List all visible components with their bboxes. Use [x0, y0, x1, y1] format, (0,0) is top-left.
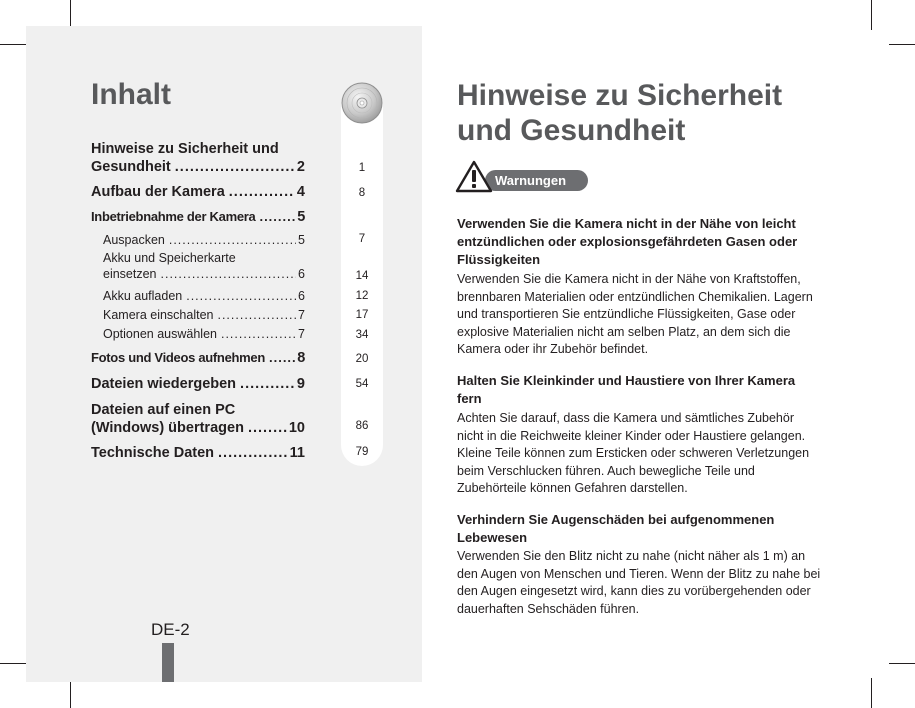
section-heading-flammable: Verwenden Sie die Kamera nicht in der Nähe von leicht entzündlichen oder explosionsgefährdeten Gasen oder Flüssigkeiten [457, 216, 798, 267]
toc-entry-line1: Hinweise zu Sicherheit und [91, 141, 279, 157]
toc-entry-label: Aufbau der Kamera [91, 184, 225, 200]
toc-entry-label: Gesundheit [91, 159, 171, 175]
toc-entry-page: 4 [296, 184, 305, 200]
section-body-eye-damage: Verwenden Sie den Blitz nicht zu nahe (nicht näher als 1 m) an den Augen von Menschen und Tieren. Wenn der Blitz zu nahe bei den Augen eingesetzt wird, kann dies zu vorübergehenden oder dauerhaften Sehschäden führen. [457, 549, 821, 616]
page-number-label: DE-2 [151, 620, 190, 639]
disc-page-number: 7 [358, 233, 366, 245]
toc-entry-page: 7 [298, 327, 305, 341]
crop-mark [0, 663, 26, 664]
toc-entry-camera-layout[interactable] [91, 183, 305, 201]
crop-mark [0, 44, 26, 45]
toc-entry-page: 5 [297, 209, 305, 225]
disc-page-number: 1 [358, 162, 366, 174]
disc-page-number: 12 [355, 290, 369, 302]
crop-mark [889, 663, 915, 664]
toc-entry-photos-videos[interactable] [91, 349, 305, 367]
disc-page-number: 8 [358, 187, 366, 199]
disc-page-number: 14 [355, 270, 369, 282]
toc-entry-label: (Windows) übertragen [91, 420, 244, 436]
toc-entry-charge-battery[interactable] [103, 288, 305, 304]
toc-entry-page: 6 [298, 267, 305, 281]
toc-entry-label: einsetzen [103, 267, 157, 281]
section-heading-eye-damage: Verhindern Sie Augenschäden bei aufgenommenen Lebewesen [457, 512, 775, 545]
section-body-children: Achten Sie darauf, dass die Kamera und sämtliches Zubehör nicht in die Reichweite kleiner Kinder oder Haustiere gelangen. Kleine Teile können zum Ersticken oder schweren Verletzungen beim Verschlucken führen. Auch bewegliche Teile und Zubehörteile können Gefahren darstellen. [457, 411, 810, 495]
toc-entry-label: Auspacken [103, 233, 165, 247]
toc-entry-safety[interactable] [91, 140, 305, 176]
disc-page-number: 20 [355, 353, 369, 365]
page-title: Hinweise zu Sicherheit und Gesundheit [457, 79, 783, 147]
disc-page-number: 34 [355, 329, 369, 341]
section-body-flammable: Verwenden Sie die Kamera nicht in der Nähe von Kraftstoffen, brennbaren Materialien oder entzündlichen Chemikalien. Lagern und transportieren Sie entzündliche Flüssigkeiten, Gase oder explosive Materialien nicht am selben Platz, an dem sich die Kamera oder ihr Zubehör befindet. [457, 272, 813, 356]
disc-page-number: 54 [355, 378, 369, 390]
toc-entry-label: Kamera einschalten [103, 308, 214, 322]
toc-entry-label: Optionen auswählen [103, 327, 217, 341]
toc-entry-line1: Akku und Speicherkarte [103, 251, 236, 265]
toc-entry-select-options[interactable] [103, 326, 305, 342]
toc-entry-specifications[interactable] [91, 444, 305, 462]
crop-mark [70, 678, 71, 708]
warning-label: Warnungen [485, 170, 588, 191]
toc-entry-label: Inbetriebnahme der Kamera [91, 209, 256, 224]
toc-entry-power-on[interactable] [103, 307, 305, 323]
toc-entry-page: 8 [297, 350, 305, 366]
page-tab-marker [162, 643, 174, 682]
crop-mark [889, 44, 915, 45]
toc-entry-label: Technische Daten [91, 445, 215, 461]
toc-entry-page: 9 [296, 376, 305, 392]
toc-entry-line1: Dateien auf einen PC [91, 402, 236, 418]
toc-entry-page: 7 [298, 308, 305, 322]
toc-entry-unpacking[interactable] [103, 232, 305, 248]
toc-entry-page: 2 [296, 159, 305, 175]
toc-entry-page: 5 [298, 233, 305, 247]
toc-entry-page: 11 [289, 445, 305, 461]
toc-entry-label: Akku aufladen [103, 289, 183, 303]
toc-entry-getting-started[interactable] [91, 208, 305, 226]
section-heading-children: Halten Sie Kleinkinder und Haustiere von Ihrer Kamera fern [457, 373, 796, 406]
toc-entry-label: Fotos und Videos aufnehmen [91, 350, 265, 365]
crop-mark [871, 0, 872, 30]
toc-entry-page: 6 [298, 289, 305, 303]
toc-entry-page: 10 [288, 420, 305, 436]
cd-disc-icon [341, 82, 383, 124]
toc-entry-playback[interactable] [91, 375, 305, 393]
crop-mark [871, 678, 872, 708]
disc-page-number: 79 [355, 446, 369, 458]
toc-entry-label: Dateien wiedergeben [91, 376, 237, 392]
toc-entry-insert-battery[interactable] [103, 250, 305, 282]
disc-page-number: 17 [355, 309, 369, 321]
toc-entry-transfer-pc[interactable] [91, 401, 305, 437]
warning-triangle-icon [455, 160, 493, 194]
toc-title: Inhalt [91, 78, 171, 111]
disc-page-number: 86 [355, 420, 369, 432]
